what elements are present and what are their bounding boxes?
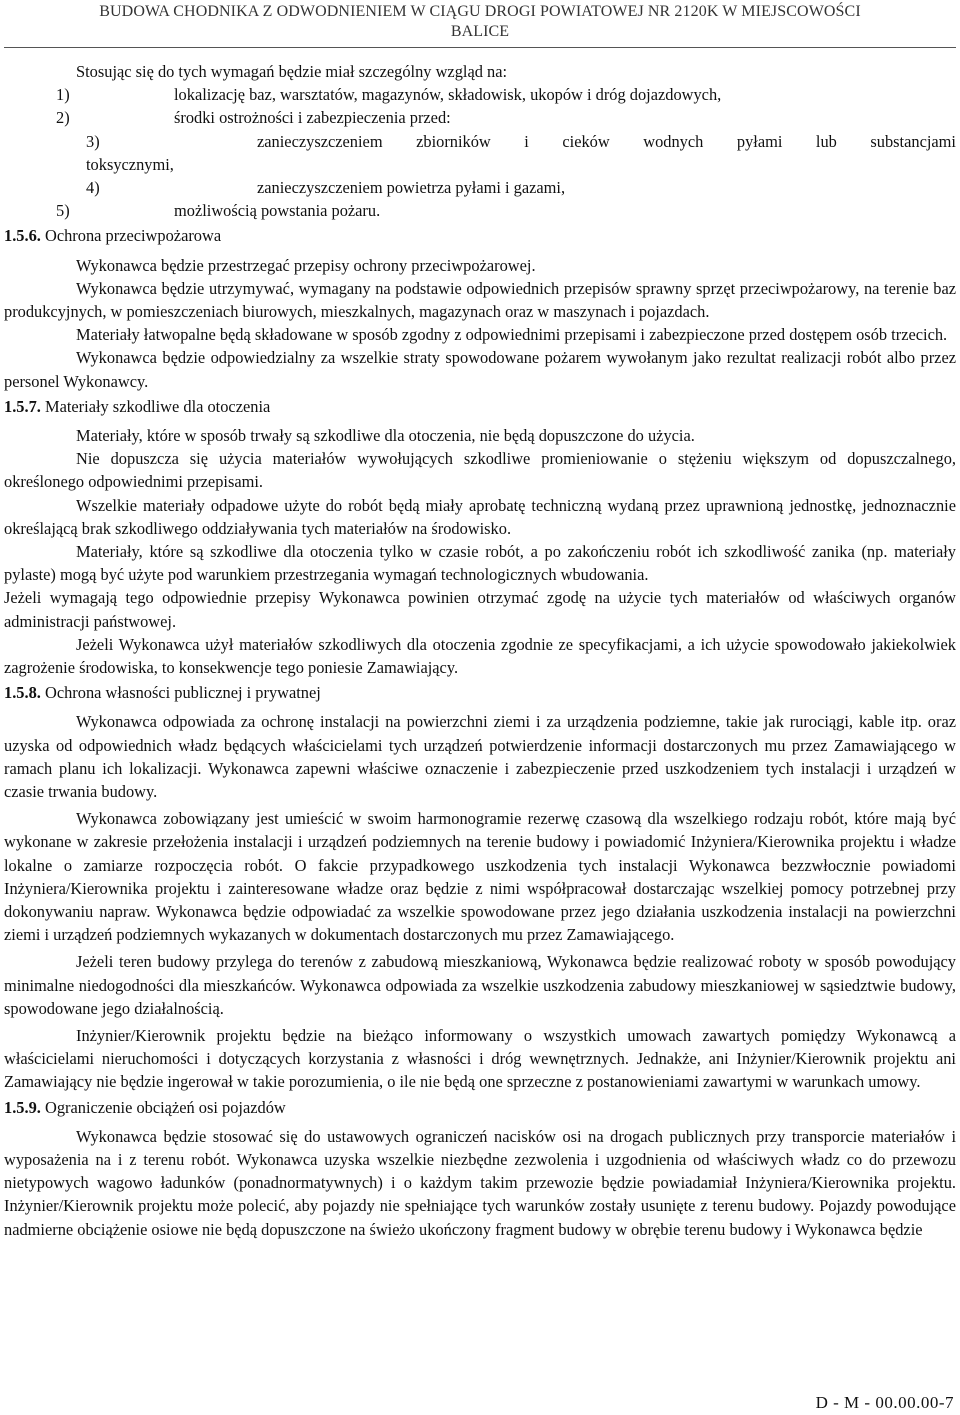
header-title-line1: BUDOWA CHODNIKA Z ODWODNIENIEM W CIĄGU DROGI POWIATOWEJ NR 2120K W MIEJSCOWOŚCI <box>99 3 861 20</box>
header-title-line2: BALICE <box>450 23 510 40</box>
header-divider <box>4 47 956 48</box>
section-title: Ochrona przeciwpożarowa <box>45 226 222 246</box>
list-item <box>4 106 956 129</box>
page-footer-code: D - M - 00.00.00-7 <box>815 1393 954 1412</box>
paragraph: Wykonawca będzie odpowiedzialny za wszelkie straty spowodowane pożarem wywołanym jako rezultat realizacji robót albo przez personel Wykonawcy. <box>4 348 956 391</box>
paragraph: Wykonawca będzie przestrzegać przepisy ochrony przeciwpożarowej. <box>76 255 536 275</box>
list-item <box>4 199 956 222</box>
paragraph: Materiały, które w sposób trwały są szkodliwe dla otoczenia, nie będą dopuszczone do użycia. <box>76 425 695 445</box>
paragraph: Inżynier/Kierownik projektu będzie na bieżąco informowany o wszystkich umowach zawartych pomiędzy Wykonawcą a właścicielami nieruchomości i dotyczących korzystania z własności i dróg wewnętrznych. Jednakże, ani Inżynier/Kierownik projektu ani Zamawiający nie będzie ingerował w takie porozumienia, o ile nie będą one sprzeczne z postanowieniami zawartymi w warunkach umowy. <box>4 1026 956 1092</box>
paragraph: Wykonawca będzie utrzymywać, wymagany na podstawie odpowiednich przepisów sprawny sprzęt przeciwpożarowy, na terenie baz produkcyjnych, w pomieszczeniach biurowych, mieszkalnych, magazynach oraz w maszynach i pojazdach. <box>4 278 956 321</box>
section-number: 1.5.7. <box>4 396 41 416</box>
section-heading-fire-protection <box>4 224 956 247</box>
list-item-number: 2) <box>56 108 70 128</box>
paragraph: Wykonawca zobowiązany jest umieścić w swoim harmonogramie rezerwę czasową dla wszelkiego rodzaju robót, które mają być wykonane w zakresie przełożenia instalacji i urządzeń podziemnych na terenie budowy i powiadomić Inżyniera/Kierownika projektu i władze lokalne o zamiarze rozpoczęcia robót. O fakcie przypadkowego uszkodzenia tych instalacji Wykonawca bezzwłocznie powiadomi Inżyniera/Kierownika projektu i zainteresowane władze oraz będzie z nimi współpracował dostarczając wszelkiej pomocy potrzebnej przy dokonywaniu napraw. Wykonawca będzie odpowiadać za wszelkie spowodowane przez jego działania uszkodzenia instalacji na powierzchni ziemi i urządzeń podziemnych wykazanych w dokumentach dostarczonych mu przez Zamawiającego. <box>4 809 956 945</box>
list-item-continuation: toksycznymi, <box>86 154 174 174</box>
paragraph: Materiały łatwopalne będą składowane w sposób zgodny z odpowiednimi przepisami i zabezpieczone przed dostępem osób trzecich. <box>76 325 948 345</box>
list-item <box>4 176 956 199</box>
paragraph: Wykonawca odpowiada za ochronę instalacji na powierzchni ziemi i za urządzenia podziemne, takie jak rurociągi, kable itp. oraz uzyska od odpowiednich władz będących właścicielami tych urządzeń potwierdzenie informacji dostarczonych mu przez Zamawiającego w ramach planu ich lokalizacji. Wykonawca zapewni właściwe oznaczenie i zabezpieczenie przed uszkodzeniem tych instalacji i urządzeń w czasie trwania budowy. <box>4 712 956 802</box>
document-body <box>4 60 956 1241</box>
list-item-text: możliwością powstania pożaru. <box>174 201 381 221</box>
list-item-number: 1) <box>56 85 70 105</box>
paragraph: Wszelkie materiały odpadowe użyte do robót będą miały aprobatę techniczną wydaną przez uprawnioną jednostkę, jednoznacznie określającą brak szkodliwego oddziaływania tych materiałów na środowisko. <box>4 495 956 538</box>
list-item-text: zanieczyszczeniem powietrza pyłami i gazami, <box>257 177 566 197</box>
section-heading-axle-load-limits <box>4 1096 956 1119</box>
paragraph: Jeżeli teren budowy przylega do terenów z zabudową mieszkaniową, Wykonawca będzie realizować roboty w sposób powodujący minimalne niedogodności dla mieszkańców. Wykonawca odpowiada za wszelkie uszkodzenia zabudowy mieszkaniowej w sąsiedztwie budowy, spowodowane jego działalnością. <box>4 952 956 1018</box>
list-item <box>4 130 956 153</box>
list-item-text: zanieczyszczeniem zbiorników i cieków wodnych pyłami lub substancjami <box>257 131 956 151</box>
section-number: 1.5.8. <box>4 683 41 703</box>
paragraph: Jeżeli Wykonawca użył materiałów szkodliwych dla otoczenia zgodnie ze specyfikacjami, a ich użycie spowodowało jakiekolwiek zagrożenie środowiska, to konsekwencje tego poniesie Zamawiający. <box>4 634 956 677</box>
list-item-number: 3) <box>86 131 100 151</box>
list-item-number: 4) <box>86 177 100 197</box>
section-title: Ograniczenie obciążeń osi pojazdów <box>45 1097 286 1117</box>
list-item-number: 5) <box>56 201 70 221</box>
paragraph: Nie dopuszcza się użycia materiałów wywołujących szkodliwe promieniowanie o stężeniu większym od dopuszczalnego, określonego odpowiednimi przepisami. <box>4 449 956 492</box>
hazard-list <box>4 83 956 222</box>
page-header <box>0 2 960 42</box>
paragraph: Materiały, które są szkodliwe dla otoczenia tylko w czasie robót, a po zakończeniu robót ich szkodliwość zanika (np. materiały pylaste) mogą być użyte pod warunkiem przestrzegania wymagań technologicznych wbudowania. <box>4 541 956 585</box>
section-title: Materiały szkodliwe dla otoczenia <box>45 396 271 416</box>
section-number: 1.5.6. <box>4 226 41 246</box>
paragraph: Wykonawca będzie stosować się do ustawowych ograniczeń nacisków osi na drogach publicznych przy transporcie materiałów i wyposażenia na i z terenu robót. Wykonawca uzyska wszelkie niezbędne zezwolenia i uzgodnienia od właściwych władz co do przewozu nietypowych wagowo ładunków (ponadnormatywnych) i o każdym takim przewozie będzie powiadamiał Inżyniera/Kierownika projektu. Inżynier/Kierownik projektu może polecić, aby pojazdy nie spełniające tych warunków zostały usunięte z terenu budowy. Pojazdy powodujące nadmierne obciążenie osiowe nie będą dopuszczone na świeżo ukończony fragment budowy w obrębie terenu budowy i Wykonawca będzie <box>4 1126 956 1239</box>
section-heading-property-protection <box>4 681 956 704</box>
section-heading-harmful-materials <box>4 395 956 418</box>
section-number: 1.5.9. <box>4 1097 41 1117</box>
list-item-text: środki ostrożności i zabezpieczenia przed: <box>174 108 451 128</box>
paragraph: Jeżeli wymagają tego odpowiednie przepisy Wykonawca powinien otrzymać zgodę na użycie tych materiałów od właściwych organów administracji państwowej. <box>4 588 956 631</box>
list-item <box>4 83 956 106</box>
intro-text: Stosując się do tych wymagań będzie miał szczególny wzgląd na: <box>76 62 508 81</box>
section-title: Ochrona własności publicznej i prywatnej <box>45 683 321 703</box>
list-item-text: lokalizację baz, warsztatów, magazynów, składowisk, ukopów i dróg dojazdowych, <box>174 85 722 105</box>
